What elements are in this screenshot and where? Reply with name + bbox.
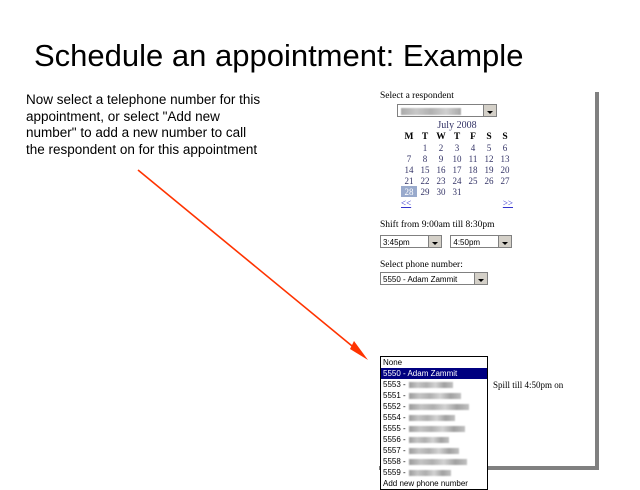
calendar-day[interactable] xyxy=(465,186,481,197)
dropdown-option[interactable] xyxy=(381,478,487,489)
dropdown-option-label: 5550 - Adam Zammit xyxy=(383,369,458,378)
calendar-day[interactable]: 26 xyxy=(484,175,494,186)
calendar-grid xyxy=(401,132,513,197)
calendar-day[interactable]: 5 xyxy=(486,142,492,153)
respondent-select[interactable] xyxy=(397,104,497,117)
spill-note: Spill till 4:50pm on xyxy=(493,380,564,390)
weekday-header: M xyxy=(404,132,414,142)
calendar-day[interactable]: 18 xyxy=(468,164,478,175)
calendar-day[interactable]: 11 xyxy=(468,153,478,164)
calendar-day[interactable]: 21 xyxy=(404,175,414,186)
callout-text: Now select a telephone number for this appointment, or select "Add new number" to add a new number to call the respondent on for this appointment xyxy=(26,92,261,157)
calendar-week-row xyxy=(401,175,513,186)
calendar-day[interactable]: 4 xyxy=(470,142,476,153)
calendar-header-row xyxy=(401,132,513,142)
time-range-row xyxy=(380,235,595,248)
calendar-week-row xyxy=(401,142,513,153)
shift-hours-text: Shift from 9:00am till 8:30pm xyxy=(380,220,495,230)
appointment-screenshot xyxy=(375,88,595,488)
weekday-header: S xyxy=(502,132,508,142)
dropdown-option-redacted xyxy=(409,459,467,465)
dropdown-option-label: 5553 - xyxy=(383,380,406,389)
calendar-prev-link[interactable]: << xyxy=(401,198,412,208)
phone-select-value: 5550 - Adam Zammit xyxy=(383,275,458,284)
calendar-month-label: July 2008 xyxy=(437,120,477,131)
weekday-header: F xyxy=(470,132,476,142)
calendar-day[interactable] xyxy=(481,186,497,197)
calendar-day[interactable]: 12 xyxy=(484,153,494,164)
dropdown-option[interactable] xyxy=(381,423,487,434)
dropdown-option-label: Add new phone number xyxy=(383,479,468,488)
calendar-day[interactable]: 30 xyxy=(436,186,446,197)
respondent-value-redacted xyxy=(401,108,461,115)
chevron-down-icon[interactable] xyxy=(483,105,496,116)
dropdown-option-label: 5559 - xyxy=(383,468,406,477)
calendar-day[interactable]: 6 xyxy=(502,142,508,153)
weekday-header: S xyxy=(486,132,492,142)
dropdown-option[interactable] xyxy=(381,357,487,368)
dropdown-option[interactable] xyxy=(381,401,487,412)
end-time-value: 4:50pm xyxy=(453,238,481,247)
calendar-day[interactable]: 31 xyxy=(452,186,462,197)
weekday-header: T xyxy=(421,132,429,142)
dropdown-option[interactable] xyxy=(381,467,487,478)
start-time-value: 3:45pm xyxy=(383,238,410,247)
calendar-day[interactable] xyxy=(401,142,417,153)
calendar-day[interactable]: 2 xyxy=(438,142,444,153)
phone-dropdown-list[interactable] xyxy=(380,356,488,490)
dropdown-option-redacted xyxy=(409,404,469,410)
dropdown-option[interactable] xyxy=(381,390,487,401)
dropdown-option-redacted xyxy=(409,426,465,432)
dropdown-option[interactable] xyxy=(381,412,487,423)
start-time-select[interactable] xyxy=(380,235,442,248)
calendar-week-row xyxy=(401,164,513,175)
dropdown-option-redacted xyxy=(409,448,459,454)
calendar-day[interactable]: 8 xyxy=(422,153,428,164)
calendar-day[interactable]: 17 xyxy=(452,164,462,175)
dropdown-option[interactable] xyxy=(381,368,487,379)
calendar-day[interactable]: 27 xyxy=(500,175,510,186)
chevron-down-icon[interactable] xyxy=(428,236,441,247)
weekday-header: T xyxy=(453,132,461,142)
phone-select[interactable] xyxy=(380,272,488,285)
dropdown-option[interactable] xyxy=(381,434,487,445)
calendar-day[interactable]: 19 xyxy=(484,164,494,175)
dropdown-option-label: 5555 - xyxy=(383,424,406,433)
calendar-day[interactable]: 14 xyxy=(404,164,414,175)
calendar-day[interactable]: 15 xyxy=(420,164,430,175)
chevron-down-icon[interactable] xyxy=(498,236,511,247)
calendar-day[interactable]: 7 xyxy=(406,153,412,164)
calendar-week-row xyxy=(401,153,513,164)
dropdown-option-label: 5558 - xyxy=(383,457,406,466)
calendar-day[interactable]: 10 xyxy=(452,153,462,164)
calendar-day[interactable]: 20 xyxy=(500,164,510,175)
calendar-day[interactable]: 25 xyxy=(468,175,478,186)
dropdown-option[interactable] xyxy=(381,456,487,467)
phone-label: Select phone number: xyxy=(380,260,463,270)
dropdown-option[interactable] xyxy=(381,379,487,390)
calendar-day[interactable]: 9 xyxy=(438,153,444,164)
dropdown-option-redacted xyxy=(409,437,449,443)
dropdown-option-label: 5557 - xyxy=(383,446,406,455)
calendar-day[interactable]: 29 xyxy=(420,186,430,197)
dropdown-option-redacted xyxy=(409,393,461,399)
calendar-week-row xyxy=(401,186,513,197)
dropdown-option[interactable] xyxy=(381,445,487,456)
calendar xyxy=(401,120,513,208)
calendar-day[interactable]: 24 xyxy=(452,175,462,186)
dropdown-option-redacted xyxy=(409,382,453,388)
dropdown-option-label: 5554 - xyxy=(383,413,406,422)
calendar-day[interactable] xyxy=(497,186,513,197)
dropdown-option-label: 5552 - xyxy=(383,402,406,411)
calendar-day-today[interactable]: 28 xyxy=(401,186,417,197)
calendar-day[interactable]: 3 xyxy=(454,142,460,153)
weekday-header: W xyxy=(436,132,446,142)
dropdown-option-label: 5556 - xyxy=(383,435,406,444)
calendar-day[interactable]: 23 xyxy=(436,175,446,186)
dropdown-option-redacted xyxy=(409,470,451,476)
dropdown-option-label: 5551 - xyxy=(383,391,406,400)
calendar-day[interactable]: 1 xyxy=(422,142,428,153)
dropdown-option-label: None xyxy=(383,358,403,367)
calendar-day[interactable]: 16 xyxy=(436,164,446,175)
dropdown-option-redacted xyxy=(409,415,455,421)
end-time-select[interactable] xyxy=(450,235,512,248)
calendar-day[interactable]: 13 xyxy=(500,153,510,164)
respondent-label: Select a respondent xyxy=(380,91,454,101)
chevron-down-icon[interactable] xyxy=(474,273,487,284)
calendar-nav xyxy=(401,198,513,208)
calendar-day[interactable]: 22 xyxy=(420,175,430,186)
calendar-next-link[interactable]: >> xyxy=(502,198,513,208)
page-title: Schedule an appointment: Example xyxy=(34,38,524,73)
